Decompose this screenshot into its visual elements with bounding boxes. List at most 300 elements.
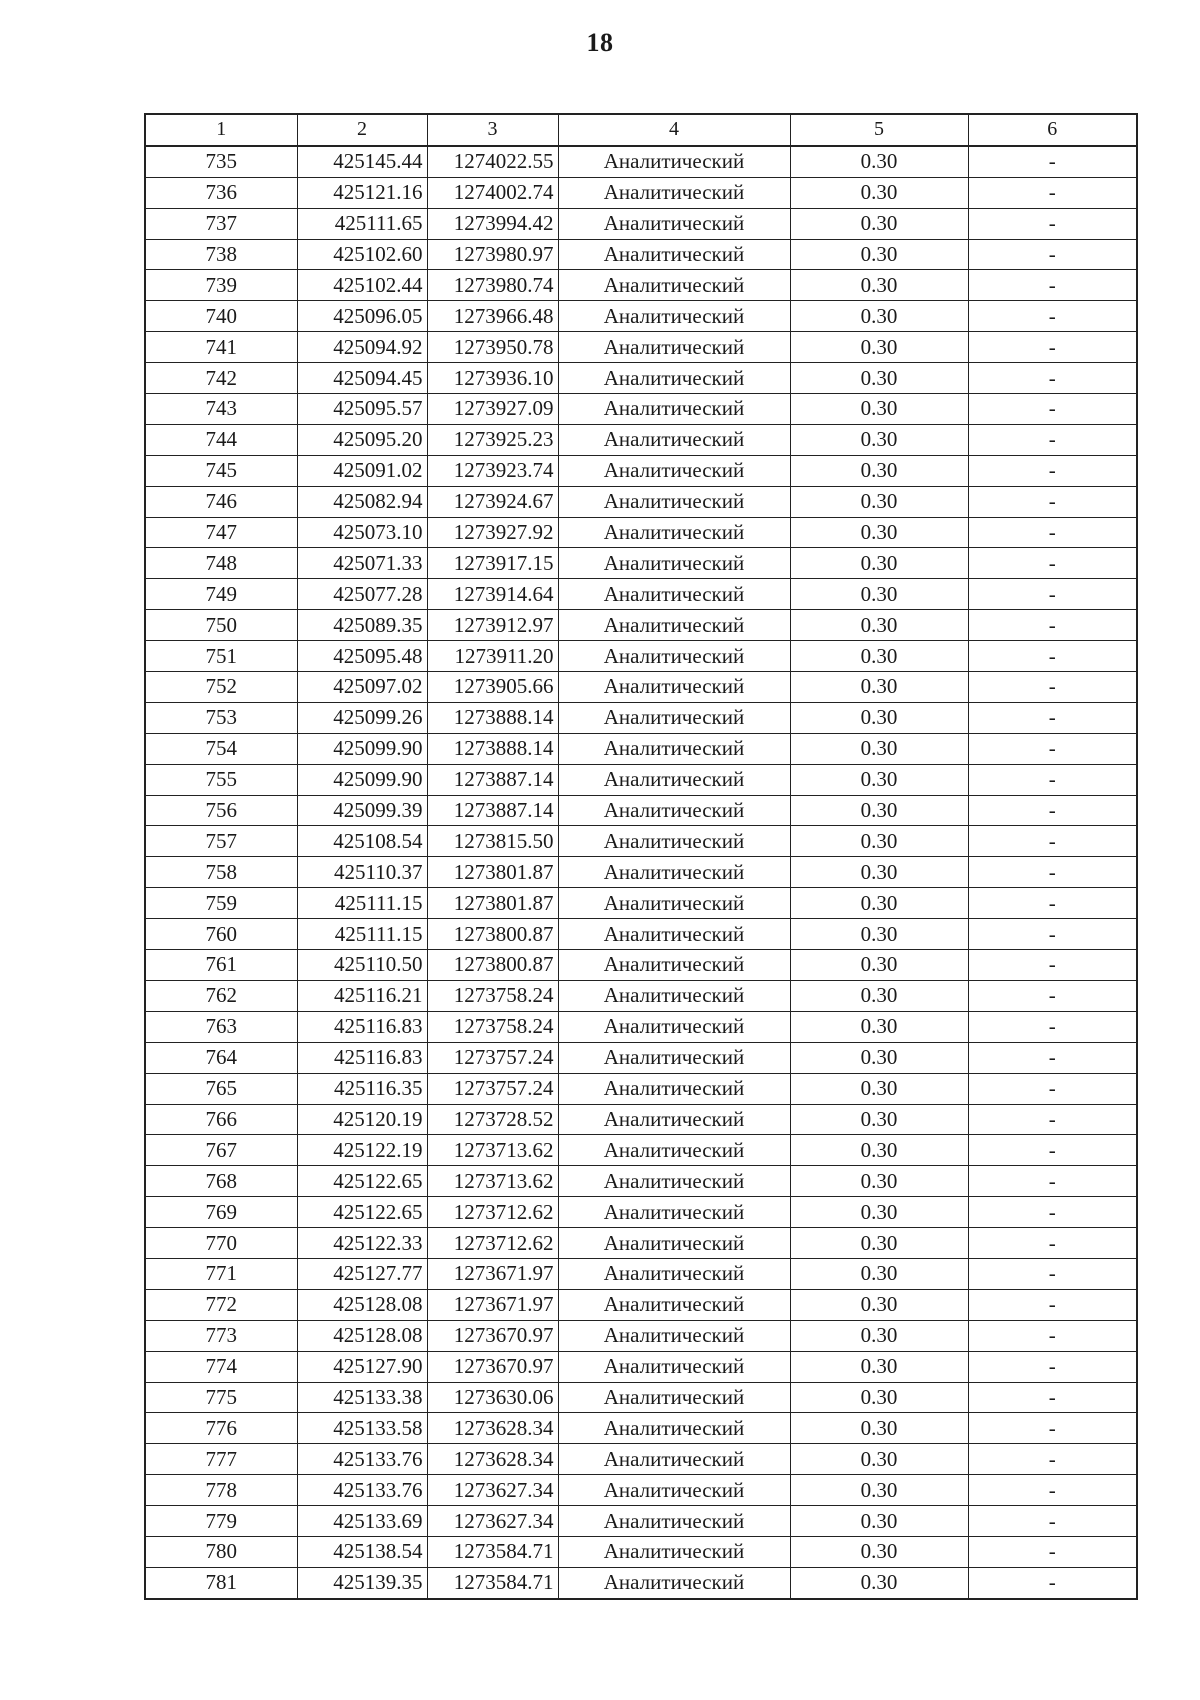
accuracy-cell: 0.30 bbox=[790, 1073, 968, 1104]
notes-cell: - bbox=[968, 146, 1137, 177]
table-row bbox=[145, 1289, 1137, 1320]
x-coordinate-cell: 425102.60 bbox=[297, 239, 427, 270]
accuracy-cell: 0.30 bbox=[790, 239, 968, 270]
accuracy-cell: 0.30 bbox=[790, 610, 968, 641]
x-coordinate-cell: 425110.37 bbox=[297, 857, 427, 888]
point-number-cell: 756 bbox=[145, 795, 297, 826]
method-cell: Аналитический bbox=[558, 672, 790, 703]
x-coordinate-cell: 425120.19 bbox=[297, 1104, 427, 1135]
point-number-cell: 765 bbox=[145, 1073, 297, 1104]
accuracy-cell: 0.30 bbox=[790, 301, 968, 332]
point-number-cell: 743 bbox=[145, 394, 297, 425]
table-row bbox=[145, 1567, 1137, 1598]
table-row bbox=[145, 455, 1137, 486]
notes-cell: - bbox=[968, 919, 1137, 950]
method-cell: Аналитический bbox=[558, 702, 790, 733]
table-row bbox=[145, 486, 1137, 517]
accuracy-cell: 0.30 bbox=[790, 1228, 968, 1259]
x-coordinate-cell: 425133.69 bbox=[297, 1506, 427, 1537]
notes-cell: - bbox=[968, 764, 1137, 795]
y-coordinate-cell: 1273925.23 bbox=[427, 424, 558, 455]
y-coordinate-cell: 1273917.15 bbox=[427, 548, 558, 579]
accuracy-cell: 0.30 bbox=[790, 888, 968, 919]
x-coordinate-cell: 425116.35 bbox=[297, 1073, 427, 1104]
y-coordinate-cell: 1273627.34 bbox=[427, 1475, 558, 1506]
notes-cell: - bbox=[968, 1320, 1137, 1351]
table-row bbox=[145, 1166, 1137, 1197]
table-row bbox=[145, 424, 1137, 455]
x-coordinate-cell: 425116.83 bbox=[297, 1042, 427, 1073]
table-row bbox=[145, 301, 1137, 332]
method-cell: Аналитический bbox=[558, 363, 790, 394]
y-coordinate-cell: 1273713.62 bbox=[427, 1166, 558, 1197]
table-row bbox=[145, 332, 1137, 363]
notes-cell: - bbox=[968, 1506, 1137, 1537]
y-coordinate-cell: 1273936.10 bbox=[427, 363, 558, 394]
y-coordinate-cell: 1273801.87 bbox=[427, 857, 558, 888]
x-coordinate-cell: 425133.76 bbox=[297, 1444, 427, 1475]
method-cell: Аналитический bbox=[558, 1536, 790, 1567]
method-cell: Аналитический bbox=[558, 1197, 790, 1228]
notes-cell: - bbox=[968, 672, 1137, 703]
method-cell: Аналитический bbox=[558, 1351, 790, 1382]
x-coordinate-cell: 425071.33 bbox=[297, 548, 427, 579]
point-number-cell: 753 bbox=[145, 702, 297, 733]
accuracy-cell: 0.30 bbox=[790, 363, 968, 394]
point-number-cell: 759 bbox=[145, 888, 297, 919]
accuracy-cell: 0.30 bbox=[790, 424, 968, 455]
table-header bbox=[145, 114, 1137, 146]
x-coordinate-cell: 425073.10 bbox=[297, 517, 427, 548]
table-row bbox=[145, 1011, 1137, 1042]
notes-cell: - bbox=[968, 486, 1137, 517]
method-cell: Аналитический bbox=[558, 455, 790, 486]
y-coordinate-cell: 1273670.97 bbox=[427, 1351, 558, 1382]
method-cell: Аналитический bbox=[558, 1258, 790, 1289]
method-cell: Аналитический bbox=[558, 610, 790, 641]
x-coordinate-cell: 425095.20 bbox=[297, 424, 427, 455]
x-coordinate-cell: 425116.21 bbox=[297, 980, 427, 1011]
point-number-cell: 748 bbox=[145, 548, 297, 579]
point-number-cell: 757 bbox=[145, 826, 297, 857]
x-coordinate-cell: 425099.39 bbox=[297, 795, 427, 826]
x-coordinate-cell: 425108.54 bbox=[297, 826, 427, 857]
accuracy-cell: 0.30 bbox=[790, 980, 968, 1011]
method-cell: Аналитический bbox=[558, 1444, 790, 1475]
table-row bbox=[145, 950, 1137, 981]
y-coordinate-cell: 1273628.34 bbox=[427, 1413, 558, 1444]
table-row bbox=[145, 610, 1137, 641]
point-number-cell: 770 bbox=[145, 1228, 297, 1259]
accuracy-cell: 0.30 bbox=[790, 1104, 968, 1135]
y-coordinate-cell: 1273712.62 bbox=[427, 1197, 558, 1228]
accuracy-cell: 0.30 bbox=[790, 764, 968, 795]
y-coordinate-cell: 1273980.97 bbox=[427, 239, 558, 270]
accuracy-cell: 0.30 bbox=[790, 1258, 968, 1289]
coordinates-table bbox=[144, 113, 1138, 1600]
point-number-cell: 746 bbox=[145, 486, 297, 517]
table-row bbox=[145, 1475, 1137, 1506]
notes-cell: - bbox=[968, 1011, 1137, 1042]
table-row bbox=[145, 733, 1137, 764]
table-row bbox=[145, 826, 1137, 857]
method-cell: Аналитический bbox=[558, 579, 790, 610]
table-row bbox=[145, 888, 1137, 919]
accuracy-cell: 0.30 bbox=[790, 672, 968, 703]
y-coordinate-cell: 1273888.14 bbox=[427, 733, 558, 764]
notes-cell: - bbox=[968, 394, 1137, 425]
column-header-2: 2 bbox=[297, 114, 427, 146]
method-cell: Аналитический bbox=[558, 1042, 790, 1073]
method-cell: Аналитический bbox=[558, 857, 790, 888]
method-cell: Аналитический bbox=[558, 517, 790, 548]
point-number-cell: 747 bbox=[145, 517, 297, 548]
table-row bbox=[145, 857, 1137, 888]
method-cell: Аналитический bbox=[558, 1506, 790, 1537]
point-number-cell: 736 bbox=[145, 177, 297, 208]
point-number-cell: 780 bbox=[145, 1536, 297, 1567]
point-number-cell: 773 bbox=[145, 1320, 297, 1351]
table-row bbox=[145, 177, 1137, 208]
point-number-cell: 741 bbox=[145, 332, 297, 363]
method-cell: Аналитический bbox=[558, 394, 790, 425]
x-coordinate-cell: 425145.44 bbox=[297, 146, 427, 177]
notes-cell: - bbox=[968, 1475, 1137, 1506]
x-coordinate-cell: 425102.44 bbox=[297, 270, 427, 301]
x-coordinate-cell: 425122.33 bbox=[297, 1228, 427, 1259]
table-row bbox=[145, 1197, 1137, 1228]
y-coordinate-cell: 1273927.09 bbox=[427, 394, 558, 425]
y-coordinate-cell: 1273757.24 bbox=[427, 1073, 558, 1104]
notes-cell: - bbox=[968, 1104, 1137, 1135]
accuracy-cell: 0.30 bbox=[790, 579, 968, 610]
method-cell: Аналитический bbox=[558, 1104, 790, 1135]
table-row bbox=[145, 1444, 1137, 1475]
y-coordinate-cell: 1273815.50 bbox=[427, 826, 558, 857]
x-coordinate-cell: 425095.57 bbox=[297, 394, 427, 425]
table-row bbox=[145, 1228, 1137, 1259]
accuracy-cell: 0.30 bbox=[790, 1197, 968, 1228]
accuracy-cell: 0.30 bbox=[790, 1536, 968, 1567]
notes-cell: - bbox=[968, 363, 1137, 394]
notes-cell: - bbox=[968, 1413, 1137, 1444]
method-cell: Аналитический bbox=[558, 424, 790, 455]
notes-cell: - bbox=[968, 795, 1137, 826]
method-cell: Аналитический bbox=[558, 301, 790, 332]
accuracy-cell: 0.30 bbox=[790, 1320, 968, 1351]
notes-cell: - bbox=[968, 177, 1137, 208]
notes-cell: - bbox=[968, 1289, 1137, 1320]
notes-cell: - bbox=[968, 332, 1137, 363]
method-cell: Аналитический bbox=[558, 764, 790, 795]
x-coordinate-cell: 425095.48 bbox=[297, 641, 427, 672]
y-coordinate-cell: 1273584.71 bbox=[427, 1536, 558, 1567]
notes-cell: - bbox=[968, 1197, 1137, 1228]
table-row bbox=[145, 1351, 1137, 1382]
notes-cell: - bbox=[968, 270, 1137, 301]
point-number-cell: 769 bbox=[145, 1197, 297, 1228]
notes-cell: - bbox=[968, 702, 1137, 733]
y-coordinate-cell: 1273758.24 bbox=[427, 980, 558, 1011]
accuracy-cell: 0.30 bbox=[790, 208, 968, 239]
y-coordinate-cell: 1273728.52 bbox=[427, 1104, 558, 1135]
table-row bbox=[145, 672, 1137, 703]
x-coordinate-cell: 425089.35 bbox=[297, 610, 427, 641]
notes-cell: - bbox=[968, 1135, 1137, 1166]
y-coordinate-cell: 1273927.92 bbox=[427, 517, 558, 548]
x-coordinate-cell: 425133.38 bbox=[297, 1382, 427, 1413]
point-number-cell: 763 bbox=[145, 1011, 297, 1042]
point-number-cell: 774 bbox=[145, 1351, 297, 1382]
accuracy-cell: 0.30 bbox=[790, 641, 968, 672]
notes-cell: - bbox=[968, 1536, 1137, 1567]
x-coordinate-cell: 425111.15 bbox=[297, 919, 427, 950]
notes-cell: - bbox=[968, 1567, 1137, 1598]
method-cell: Аналитический bbox=[558, 1166, 790, 1197]
x-coordinate-cell: 425128.08 bbox=[297, 1289, 427, 1320]
table-row bbox=[145, 1506, 1137, 1537]
point-number-cell: 761 bbox=[145, 950, 297, 981]
x-coordinate-cell: 425127.77 bbox=[297, 1258, 427, 1289]
notes-cell: - bbox=[968, 1258, 1137, 1289]
x-coordinate-cell: 425094.92 bbox=[297, 332, 427, 363]
point-number-cell: 739 bbox=[145, 270, 297, 301]
x-coordinate-cell: 425091.02 bbox=[297, 455, 427, 486]
table-row bbox=[145, 702, 1137, 733]
x-coordinate-cell: 425122.19 bbox=[297, 1135, 427, 1166]
method-cell: Аналитический bbox=[558, 239, 790, 270]
y-coordinate-cell: 1273924.67 bbox=[427, 486, 558, 517]
notes-cell: - bbox=[968, 888, 1137, 919]
x-coordinate-cell: 425116.83 bbox=[297, 1011, 427, 1042]
point-number-cell: 764 bbox=[145, 1042, 297, 1073]
accuracy-cell: 0.30 bbox=[790, 332, 968, 363]
method-cell: Аналитический bbox=[558, 733, 790, 764]
notes-cell: - bbox=[968, 517, 1137, 548]
notes-cell: - bbox=[968, 579, 1137, 610]
accuracy-cell: 0.30 bbox=[790, 1382, 968, 1413]
method-cell: Аналитический bbox=[558, 795, 790, 826]
accuracy-cell: 0.30 bbox=[790, 548, 968, 579]
accuracy-cell: 0.30 bbox=[790, 919, 968, 950]
notes-cell: - bbox=[968, 641, 1137, 672]
table-row bbox=[145, 1258, 1137, 1289]
table-row bbox=[145, 641, 1137, 672]
method-cell: Аналитический bbox=[558, 888, 790, 919]
y-coordinate-cell: 1273887.14 bbox=[427, 764, 558, 795]
point-number-cell: 758 bbox=[145, 857, 297, 888]
table-row bbox=[145, 394, 1137, 425]
x-coordinate-cell: 425133.58 bbox=[297, 1413, 427, 1444]
notes-cell: - bbox=[968, 455, 1137, 486]
notes-cell: - bbox=[968, 208, 1137, 239]
notes-cell: - bbox=[968, 857, 1137, 888]
method-cell: Аналитический bbox=[558, 641, 790, 672]
y-coordinate-cell: 1273800.87 bbox=[427, 950, 558, 981]
header-row bbox=[145, 114, 1137, 146]
accuracy-cell: 0.30 bbox=[790, 1475, 968, 1506]
accuracy-cell: 0.30 bbox=[790, 1135, 968, 1166]
point-number-cell: 772 bbox=[145, 1289, 297, 1320]
column-header-6: 6 bbox=[968, 114, 1137, 146]
table-row bbox=[145, 548, 1137, 579]
accuracy-cell: 0.30 bbox=[790, 1567, 968, 1598]
point-number-cell: 776 bbox=[145, 1413, 297, 1444]
table-row bbox=[145, 1042, 1137, 1073]
y-coordinate-cell: 1273888.14 bbox=[427, 702, 558, 733]
page-number: 18 bbox=[586, 28, 614, 57]
x-coordinate-cell: 425077.28 bbox=[297, 579, 427, 610]
notes-cell: - bbox=[968, 1166, 1137, 1197]
point-number-cell: 750 bbox=[145, 610, 297, 641]
notes-cell: - bbox=[968, 1042, 1137, 1073]
method-cell: Аналитический bbox=[558, 208, 790, 239]
column-header-1: 1 bbox=[145, 114, 297, 146]
x-coordinate-cell: 425110.50 bbox=[297, 950, 427, 981]
accuracy-cell: 0.30 bbox=[790, 1166, 968, 1197]
notes-cell: - bbox=[968, 239, 1137, 270]
accuracy-cell: 0.30 bbox=[790, 455, 968, 486]
y-coordinate-cell: 1273980.74 bbox=[427, 270, 558, 301]
y-coordinate-cell: 1273911.20 bbox=[427, 641, 558, 672]
accuracy-cell: 0.30 bbox=[790, 1506, 968, 1537]
notes-cell: - bbox=[968, 424, 1137, 455]
y-coordinate-cell: 1273758.24 bbox=[427, 1011, 558, 1042]
accuracy-cell: 0.30 bbox=[790, 733, 968, 764]
accuracy-cell: 0.30 bbox=[790, 1444, 968, 1475]
column-header-4: 4 bbox=[558, 114, 790, 146]
table-row bbox=[145, 764, 1137, 795]
x-coordinate-cell: 425121.16 bbox=[297, 177, 427, 208]
point-number-cell: 771 bbox=[145, 1258, 297, 1289]
x-coordinate-cell: 425127.90 bbox=[297, 1351, 427, 1382]
table-row bbox=[145, 919, 1137, 950]
point-number-cell: 755 bbox=[145, 764, 297, 795]
point-number-cell: 737 bbox=[145, 208, 297, 239]
y-coordinate-cell: 1273628.34 bbox=[427, 1444, 558, 1475]
x-coordinate-cell: 425139.35 bbox=[297, 1567, 427, 1598]
table-row bbox=[145, 270, 1137, 301]
accuracy-cell: 0.30 bbox=[790, 1413, 968, 1444]
method-cell: Аналитический bbox=[558, 919, 790, 950]
y-coordinate-cell: 1273923.74 bbox=[427, 455, 558, 486]
method-cell: Аналитический bbox=[558, 270, 790, 301]
method-cell: Аналитический bbox=[558, 980, 790, 1011]
x-coordinate-cell: 425111.65 bbox=[297, 208, 427, 239]
accuracy-cell: 0.30 bbox=[790, 394, 968, 425]
y-coordinate-cell: 1273713.62 bbox=[427, 1135, 558, 1166]
y-coordinate-cell: 1274022.55 bbox=[427, 146, 558, 177]
y-coordinate-cell: 1274002.74 bbox=[427, 177, 558, 208]
x-coordinate-cell: 425096.05 bbox=[297, 301, 427, 332]
point-number-cell: 735 bbox=[145, 146, 297, 177]
y-coordinate-cell: 1273800.87 bbox=[427, 919, 558, 950]
x-coordinate-cell: 425099.26 bbox=[297, 702, 427, 733]
method-cell: Аналитический bbox=[558, 1228, 790, 1259]
point-number-cell: 778 bbox=[145, 1475, 297, 1506]
y-coordinate-cell: 1273914.64 bbox=[427, 579, 558, 610]
point-number-cell: 742 bbox=[145, 363, 297, 394]
point-number-cell: 762 bbox=[145, 980, 297, 1011]
x-coordinate-cell: 425111.15 bbox=[297, 888, 427, 919]
notes-cell: - bbox=[968, 1073, 1137, 1104]
table-row bbox=[145, 1536, 1137, 1567]
point-number-cell: 745 bbox=[145, 455, 297, 486]
y-coordinate-cell: 1273905.66 bbox=[427, 672, 558, 703]
point-number-cell: 779 bbox=[145, 1506, 297, 1537]
table-row bbox=[145, 980, 1137, 1011]
x-coordinate-cell: 425133.76 bbox=[297, 1475, 427, 1506]
notes-cell: - bbox=[968, 1351, 1137, 1382]
notes-cell: - bbox=[968, 301, 1137, 332]
method-cell: Аналитический bbox=[558, 1320, 790, 1351]
notes-cell: - bbox=[968, 950, 1137, 981]
x-coordinate-cell: 425128.08 bbox=[297, 1320, 427, 1351]
notes-cell: - bbox=[968, 826, 1137, 857]
table-row bbox=[145, 146, 1137, 177]
table-body bbox=[145, 146, 1137, 1599]
y-coordinate-cell: 1273671.97 bbox=[427, 1258, 558, 1289]
table-row bbox=[145, 517, 1137, 548]
point-number-cell: 775 bbox=[145, 1382, 297, 1413]
point-number-cell: 767 bbox=[145, 1135, 297, 1166]
table-row bbox=[145, 363, 1137, 394]
table-row bbox=[145, 1320, 1137, 1351]
table-row bbox=[145, 1413, 1137, 1444]
y-coordinate-cell: 1273630.06 bbox=[427, 1382, 558, 1413]
x-coordinate-cell: 425122.65 bbox=[297, 1166, 427, 1197]
accuracy-cell: 0.30 bbox=[790, 177, 968, 208]
accuracy-cell: 0.30 bbox=[790, 1042, 968, 1073]
method-cell: Аналитический bbox=[558, 1011, 790, 1042]
accuracy-cell: 0.30 bbox=[790, 795, 968, 826]
y-coordinate-cell: 1273801.87 bbox=[427, 888, 558, 919]
method-cell: Аналитический bbox=[558, 332, 790, 363]
y-coordinate-cell: 1273994.42 bbox=[427, 208, 558, 239]
point-number-cell: 754 bbox=[145, 733, 297, 764]
method-cell: Аналитический bbox=[558, 1289, 790, 1320]
method-cell: Аналитический bbox=[558, 950, 790, 981]
method-cell: Аналитический bbox=[558, 486, 790, 517]
method-cell: Аналитический bbox=[558, 1413, 790, 1444]
method-cell: Аналитический bbox=[558, 548, 790, 579]
accuracy-cell: 0.30 bbox=[790, 146, 968, 177]
y-coordinate-cell: 1273950.78 bbox=[427, 332, 558, 363]
x-coordinate-cell: 425094.45 bbox=[297, 363, 427, 394]
point-number-cell: 752 bbox=[145, 672, 297, 703]
method-cell: Аналитический bbox=[558, 146, 790, 177]
method-cell: Аналитический bbox=[558, 1475, 790, 1506]
notes-cell: - bbox=[968, 733, 1137, 764]
point-number-cell: 766 bbox=[145, 1104, 297, 1135]
point-number-cell: 777 bbox=[145, 1444, 297, 1475]
point-number-cell: 781 bbox=[145, 1567, 297, 1598]
y-coordinate-cell: 1273887.14 bbox=[427, 795, 558, 826]
column-header-3: 3 bbox=[427, 114, 558, 146]
notes-cell: - bbox=[968, 610, 1137, 641]
y-coordinate-cell: 1273671.97 bbox=[427, 1289, 558, 1320]
table-row bbox=[145, 208, 1137, 239]
column-header-5: 5 bbox=[790, 114, 968, 146]
x-coordinate-cell: 425138.54 bbox=[297, 1536, 427, 1567]
accuracy-cell: 0.30 bbox=[790, 702, 968, 733]
y-coordinate-cell: 1273670.97 bbox=[427, 1320, 558, 1351]
table-row bbox=[145, 795, 1137, 826]
notes-cell: - bbox=[968, 1228, 1137, 1259]
accuracy-cell: 0.30 bbox=[790, 826, 968, 857]
table-row bbox=[145, 579, 1137, 610]
point-number-cell: 744 bbox=[145, 424, 297, 455]
